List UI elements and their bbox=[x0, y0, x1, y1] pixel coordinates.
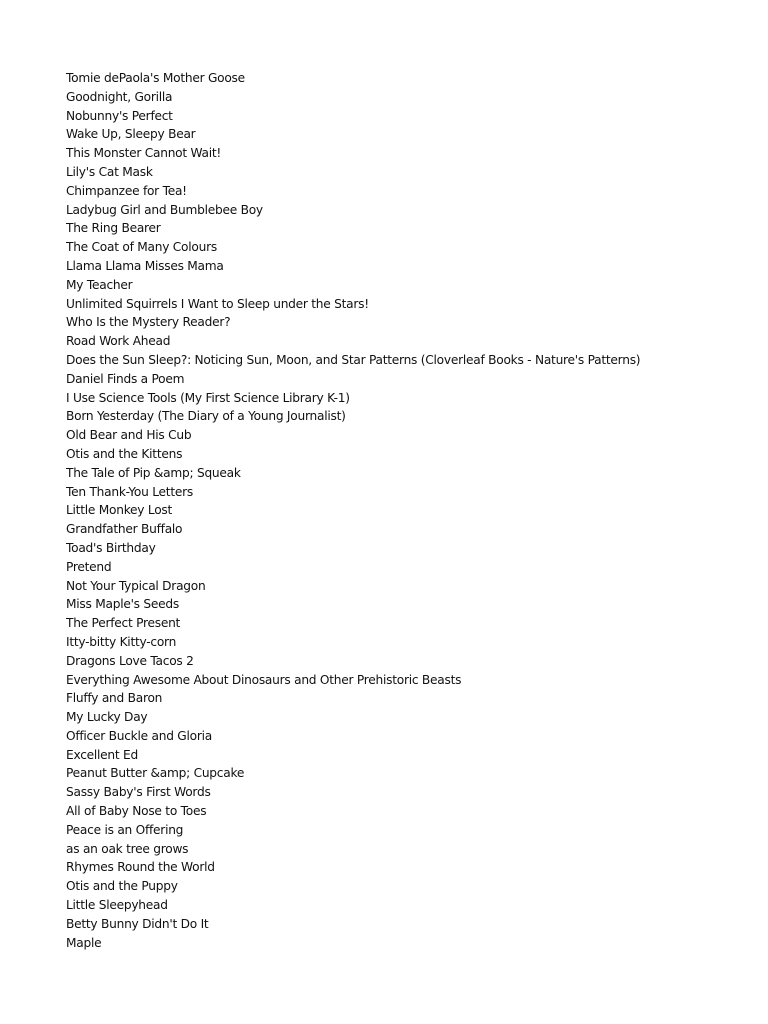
book-title: Dragons Love Tacos 2 bbox=[66, 653, 194, 668]
book-title: All of Baby Nose to Toes bbox=[66, 804, 207, 819]
book-title: Grandfather Buffalo bbox=[66, 522, 183, 537]
book-title: Rhymes Round the World bbox=[66, 860, 215, 875]
book-title: The Coat of Many Colours bbox=[66, 240, 217, 255]
book-title: Miss Maple's Seeds bbox=[66, 597, 179, 612]
book-title: Fluffy and Baron bbox=[66, 691, 163, 706]
book-title: Little Monkey Lost bbox=[66, 503, 173, 518]
book-title: Toad's Birthday bbox=[66, 540, 156, 555]
book-title-list bbox=[66, 69, 756, 952]
book-title: Nobunny's Perfect bbox=[66, 108, 173, 123]
book-title: Wake Up, Sleepy Bear bbox=[66, 127, 196, 142]
book-title: Ten Thank-You Letters bbox=[66, 484, 193, 499]
book-title: Little Sleepyhead bbox=[66, 898, 168, 913]
book-title: Maple bbox=[66, 935, 102, 950]
book-title: Pretend bbox=[66, 559, 112, 574]
book-title: I Use Science Tools (My First Science Library K-1) bbox=[66, 390, 350, 405]
book-title: Does the Sun Sleep?: Noticing Sun, Moon, and Star Patterns (Cloverleaf Books - Nature's Patterns) bbox=[66, 352, 641, 367]
book-title: Excellent Ed bbox=[66, 747, 138, 762]
book-title: Peanut Butter &amp; Cupcake bbox=[66, 766, 245, 781]
book-title: Ladybug Girl and Bumblebee Boy bbox=[66, 202, 263, 217]
book-title: Daniel Finds a Poem bbox=[66, 371, 185, 386]
book-title: Peace is an Offering bbox=[66, 822, 184, 837]
book-title: The Perfect Present bbox=[66, 616, 181, 631]
book-title: Not Your Typical Dragon bbox=[66, 578, 206, 593]
book-title: Unlimited Squirrels I Want to Sleep under the Stars! bbox=[66, 296, 369, 311]
book-title: Goodnight, Gorilla bbox=[66, 89, 173, 104]
book-title: Betty Bunny Didn't Do It bbox=[66, 916, 209, 931]
book-title: Chimpanzee for Tea! bbox=[66, 183, 187, 198]
book-title: The Ring Bearer bbox=[66, 221, 161, 236]
book-title: Otis and the Puppy bbox=[66, 879, 178, 894]
book-title: Lily's Cat Mask bbox=[66, 164, 153, 179]
book-title: Otis and the Kittens bbox=[66, 446, 183, 461]
book-title: Road Work Ahead bbox=[66, 334, 171, 349]
book-title: Born Yesterday (The Diary of a Young Journalist) bbox=[66, 409, 346, 424]
book-title: Llama Llama Misses Mama bbox=[66, 258, 224, 273]
book-title: Officer Buckle and Gloria bbox=[66, 728, 212, 743]
book-title: The Tale of Pip &amp; Squeak bbox=[66, 465, 241, 480]
book-title: Old Bear and His Cub bbox=[66, 428, 192, 443]
book-title: Sassy Baby's First Words bbox=[66, 785, 211, 800]
book-title: My Teacher bbox=[66, 277, 133, 292]
book-title: This Monster Cannot Wait! bbox=[66, 146, 222, 161]
book-title: Everything Awesome About Dinosaurs and Other Prehistoric Beasts bbox=[66, 672, 462, 687]
book-title: as an oak tree grows bbox=[66, 841, 189, 856]
book-title: My Lucky Day bbox=[66, 710, 148, 725]
book-title: Tomie dePaola's Mother Goose bbox=[66, 71, 245, 85]
book-title: Who Is the Mystery Reader? bbox=[66, 315, 231, 330]
book-title: Itty-bitty Kitty-corn bbox=[66, 634, 177, 649]
